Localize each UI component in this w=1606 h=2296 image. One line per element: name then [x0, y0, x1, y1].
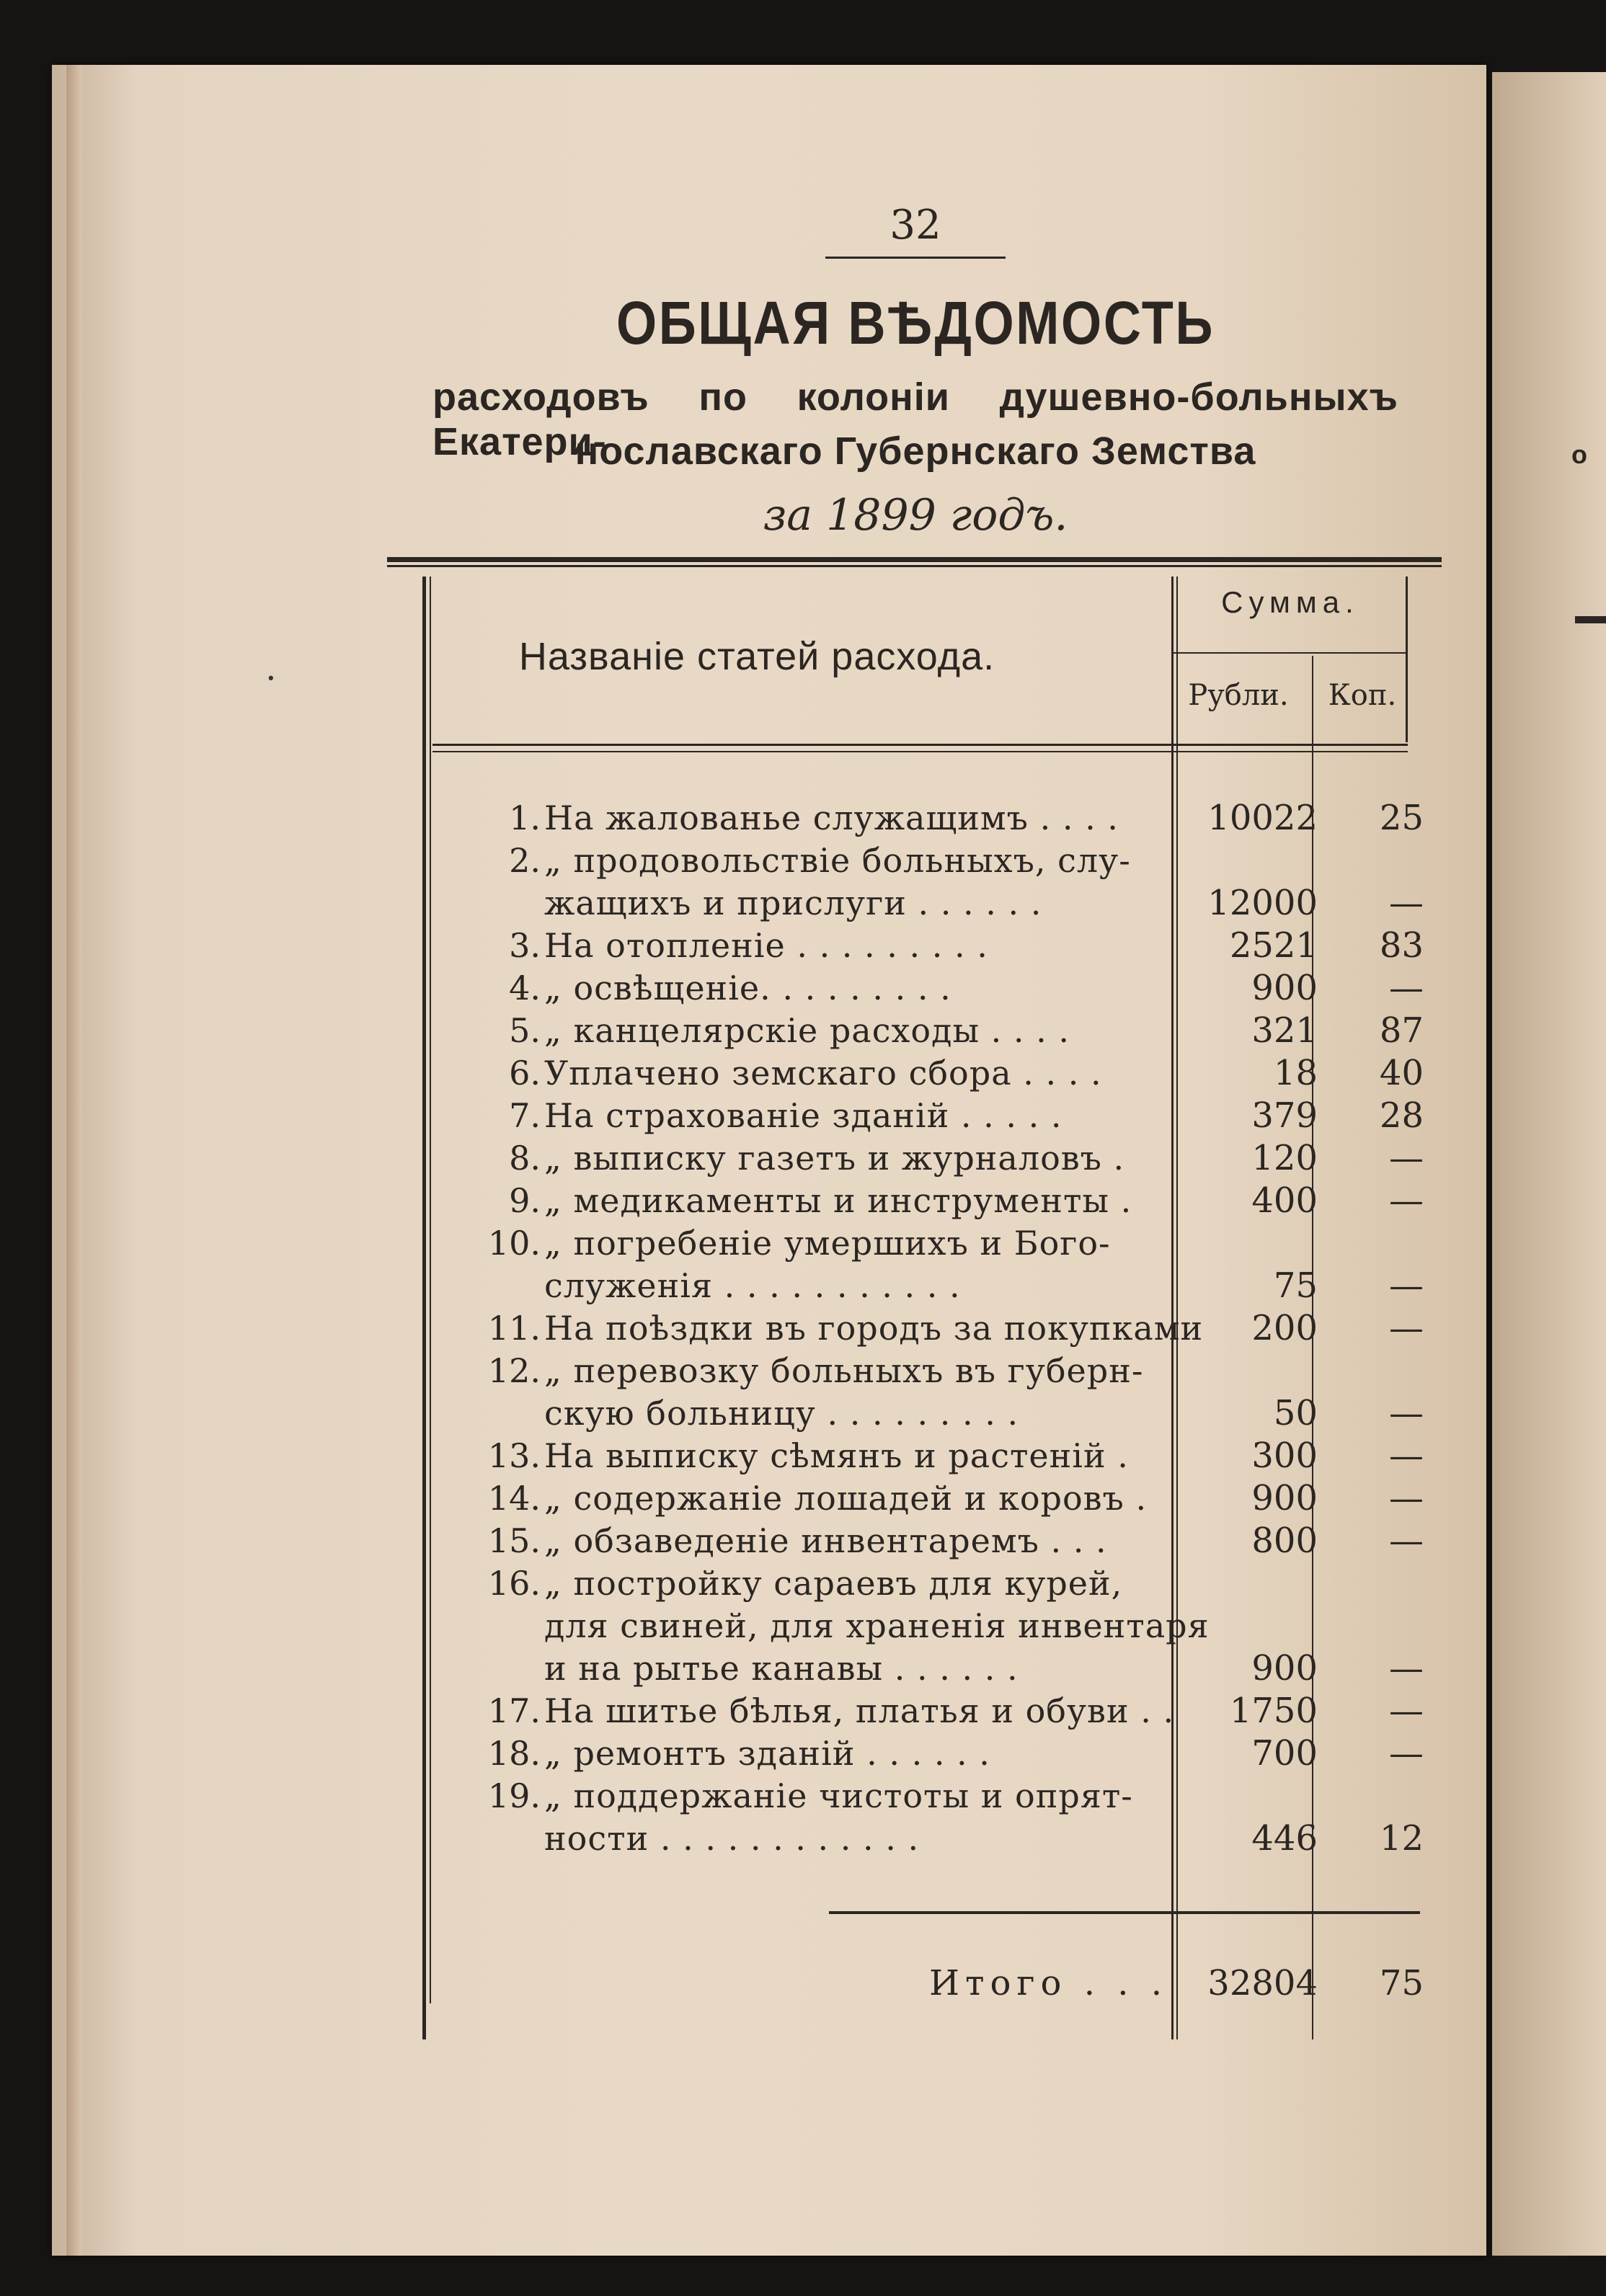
- page-number: 32: [889, 202, 941, 249]
- total-rubles: 32804: [1207, 1963, 1318, 2003]
- table-row: 4. „ освѣщеніе. . . . . . . . . 900 —: [509, 968, 1424, 1008]
- subtitle-line-2: нославскаго Губернскаго Земства: [574, 430, 1256, 473]
- total-kopecks: 75: [1379, 1963, 1424, 2003]
- table-right-border: [1406, 577, 1408, 742]
- table-top-rule: [387, 557, 1442, 562]
- column-header-kopecks: Коп.: [1328, 679, 1397, 712]
- table-row: 14. „ содержаніе лошадей и коровъ . 900 —: [487, 1478, 1424, 1518]
- table-row: 15. „ обзаведеніе инвентаремъ . . . 800 —: [487, 1521, 1424, 1561]
- column-header-sum: Сумма.: [1221, 585, 1359, 619]
- table-row: скую больницу . . . . . . . . . 50 —: [544, 1393, 1424, 1433]
- page-edge: [66, 65, 82, 2256]
- table-row: 5. „ канцелярскіе расходы . . . . 321 87: [509, 1010, 1424, 1051]
- sum-subheader-rule: [1174, 652, 1408, 654]
- facing-page-rule: [1575, 616, 1606, 623]
- total-label: Итого . . .: [929, 1963, 1168, 2003]
- document-title: ОБЩАЯ ВѢДОМОСТЬ: [616, 289, 1215, 357]
- table-row: 3. На отопленіе . . . . . . . . . 2521 83: [509, 925, 1424, 966]
- table-row: 2. „ продовольствіе больныхъ, слу-: [509, 841, 1131, 880]
- table-row: 17. На шитье бѣлья, платья и обуви . . 1750 —: [487, 1691, 1424, 1731]
- total-separator-rule: [829, 1911, 1420, 1914]
- table-row: 9. „ медикаменты и инструменты . 400 —: [509, 1180, 1424, 1221]
- table-row: служенія . . . . . . . . . . . 75 —: [544, 1265, 1424, 1306]
- table-row: 16. „ постройку сараевъ для курей,: [487, 1564, 1123, 1603]
- total-row: [447, 1962, 1427, 2005]
- table-row: и на рытье канавы . . . . . . 900 —: [544, 1648, 1424, 1688]
- table-row: ности . . . . . . . . . . . . 446 12: [544, 1818, 1424, 1859]
- table-row: 10. „ погребеніе умершихъ и Бого-: [487, 1224, 1111, 1263]
- year-line: за 1899 годъ.: [763, 490, 1068, 540]
- table-row: для свиней, для храненія инвентаря: [544, 1606, 1210, 1645]
- table-row: 1. На жалованье служащимъ . . . . 10022 25: [509, 798, 1424, 838]
- page-number-rule: [825, 257, 1006, 259]
- table-left-border-inner: [430, 577, 431, 2003]
- facing-page-letter: о: [1571, 440, 1587, 469]
- table-row: 19. „ поддержаніе чистоты и опрят-: [487, 1776, 1133, 1815]
- table-row: 13. На выписку сѣмянъ и растеній . 300 —: [487, 1436, 1424, 1476]
- facing-page: [1492, 72, 1606, 2256]
- table-top-rule-thin: [387, 565, 1442, 567]
- table-row: 7. На страхованіе зданій . . . . . 379 28: [509, 1095, 1424, 1136]
- table-row: 11. На поѣздки въ городъ за покупками 200 —: [487, 1308, 1424, 1348]
- table-left-border: [422, 577, 426, 2039]
- table-row: 12. „ перевозку больныхъ въ губерн-: [487, 1351, 1144, 1390]
- column-header-rubles: Рубли.: [1188, 679, 1289, 712]
- table-row: 6. Уплачено земскаго сбора . . . . 18 40: [509, 1053, 1424, 1093]
- header-bottom-rule: [432, 744, 1408, 746]
- table-row: 8. „ выписку газетъ и журналовъ . 120 —: [509, 1138, 1424, 1178]
- margin-mark: •: [268, 669, 274, 687]
- header-bottom-rule-thin: [432, 751, 1408, 752]
- table-row: 18. „ ремонтъ зданій . . . . . . 700 —: [487, 1733, 1424, 1774]
- subtitle-line-1: расходовъ по колоніи душевно-больныхъ Екатери-: [432, 375, 1398, 463]
- column-header-name: Названіе статей расхода.: [518, 635, 995, 678]
- table-row: жащихъ и прислуги . . . . . . 12000 —: [544, 883, 1424, 923]
